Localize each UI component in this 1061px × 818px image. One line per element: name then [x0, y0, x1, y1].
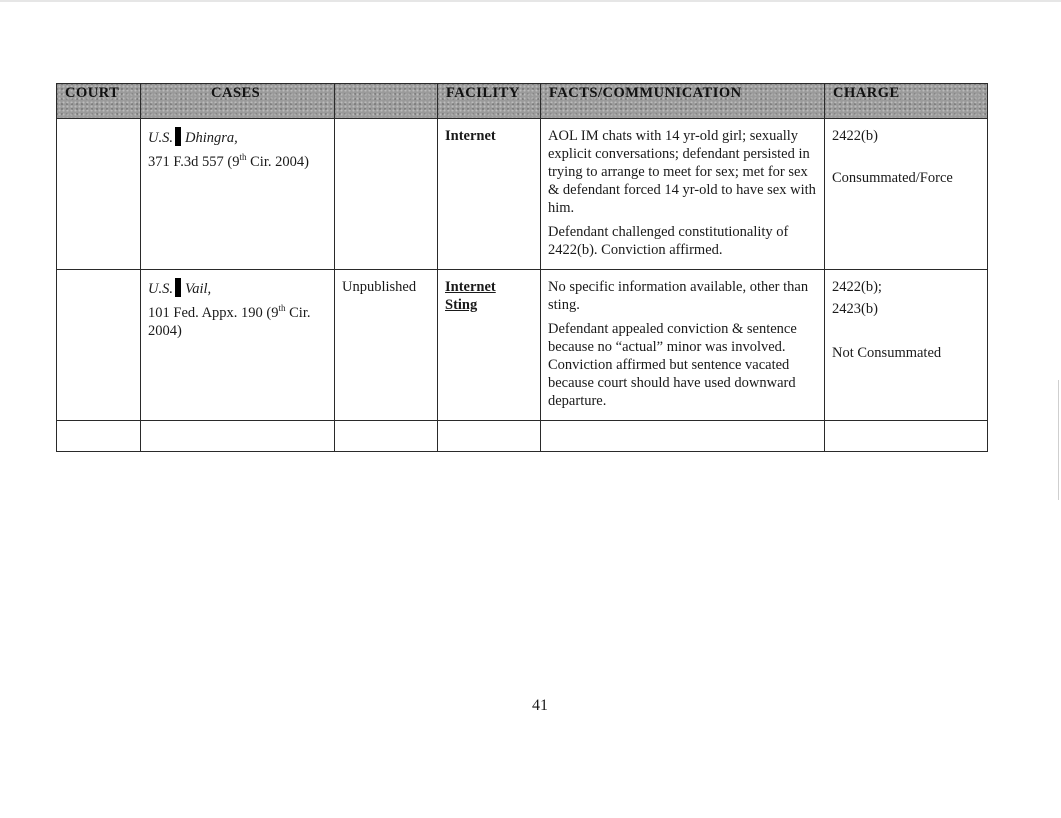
case-cell: [141, 270, 335, 421]
redaction-mark: [175, 127, 181, 146]
empty-cell: [141, 421, 335, 452]
facts-paragraph: Defendant challenged constitutionality of 2422(b). Conviction affirmed.: [548, 224, 789, 258]
facility-cell: [438, 270, 541, 421]
facts-paragraph: AOL IM chats with 14 yr-old girl; sexually explicit conversations; defendant persisted in trying to arrange to meet for sex; met for sex & defendant forced 14 yr-old to have sex with him.: [548, 128, 816, 216]
case-name: Dhingra,: [184, 130, 238, 146]
redaction-mark: [175, 278, 181, 297]
header-facts: FACTS/COMMUNICATION: [541, 84, 825, 119]
facility-cell: [438, 119, 541, 270]
status-text: Unpublished: [342, 279, 417, 295]
facility-label: Internet: [445, 279, 496, 295]
charge-code: 2423(b): [832, 301, 878, 317]
charge-code: 2422(b): [832, 128, 878, 144]
table-row: [57, 119, 988, 270]
empty-cell: [438, 421, 541, 452]
header-blank: [335, 84, 438, 119]
header-charge: CHARGE: [825, 84, 988, 119]
charge-cell: [825, 270, 988, 421]
case-name: Vail,: [184, 281, 212, 297]
case-citation: 371 F.3d 557 (9th Cir. 2004): [148, 152, 309, 170]
facility-label: Sting: [445, 297, 478, 313]
charge-code: 2422(b);: [832, 279, 882, 295]
facts-cell: [541, 270, 825, 421]
case-prefix: U.S.: [148, 281, 173, 297]
status-cell: [335, 119, 438, 270]
empty-cell: [825, 421, 988, 452]
status-cell: [335, 270, 438, 421]
table-row-empty: [57, 421, 988, 452]
facts-paragraph: Defendant appealed conviction & sentence because no “actual” minor was involved. Conviction affirmed but sentence vacated because court should have used downward departure.: [548, 321, 797, 409]
charge-cell: [825, 119, 988, 270]
table-header-row: [57, 84, 988, 119]
scan-edge-top: [0, 0, 1061, 2]
table-row: [57, 270, 988, 421]
scan-edge-right: [1058, 380, 1059, 500]
empty-cell: [541, 421, 825, 452]
empty-cell: [57, 421, 141, 452]
page-number: 41: [532, 697, 548, 714]
case-prefix: U.S.: [148, 130, 173, 146]
facts-cell: [541, 119, 825, 270]
case-citation: 101 Fed. Appx. 190 (9th Cir. 2004): [148, 303, 311, 339]
facility-label: Internet: [445, 128, 496, 144]
charge-status: Consummated/Force: [832, 170, 953, 186]
header-cases: CASES: [141, 84, 335, 119]
court-cell: [57, 270, 141, 421]
case-table: [56, 83, 988, 452]
case-cell: [141, 119, 335, 270]
facts-paragraph: No specific information available, other than sting.: [548, 279, 809, 313]
header-facility: FACILITY: [438, 84, 541, 119]
empty-cell: [335, 421, 438, 452]
header-court: COURT: [57, 84, 141, 119]
court-cell: [57, 119, 141, 270]
charge-status: Not Consummated: [832, 345, 942, 361]
